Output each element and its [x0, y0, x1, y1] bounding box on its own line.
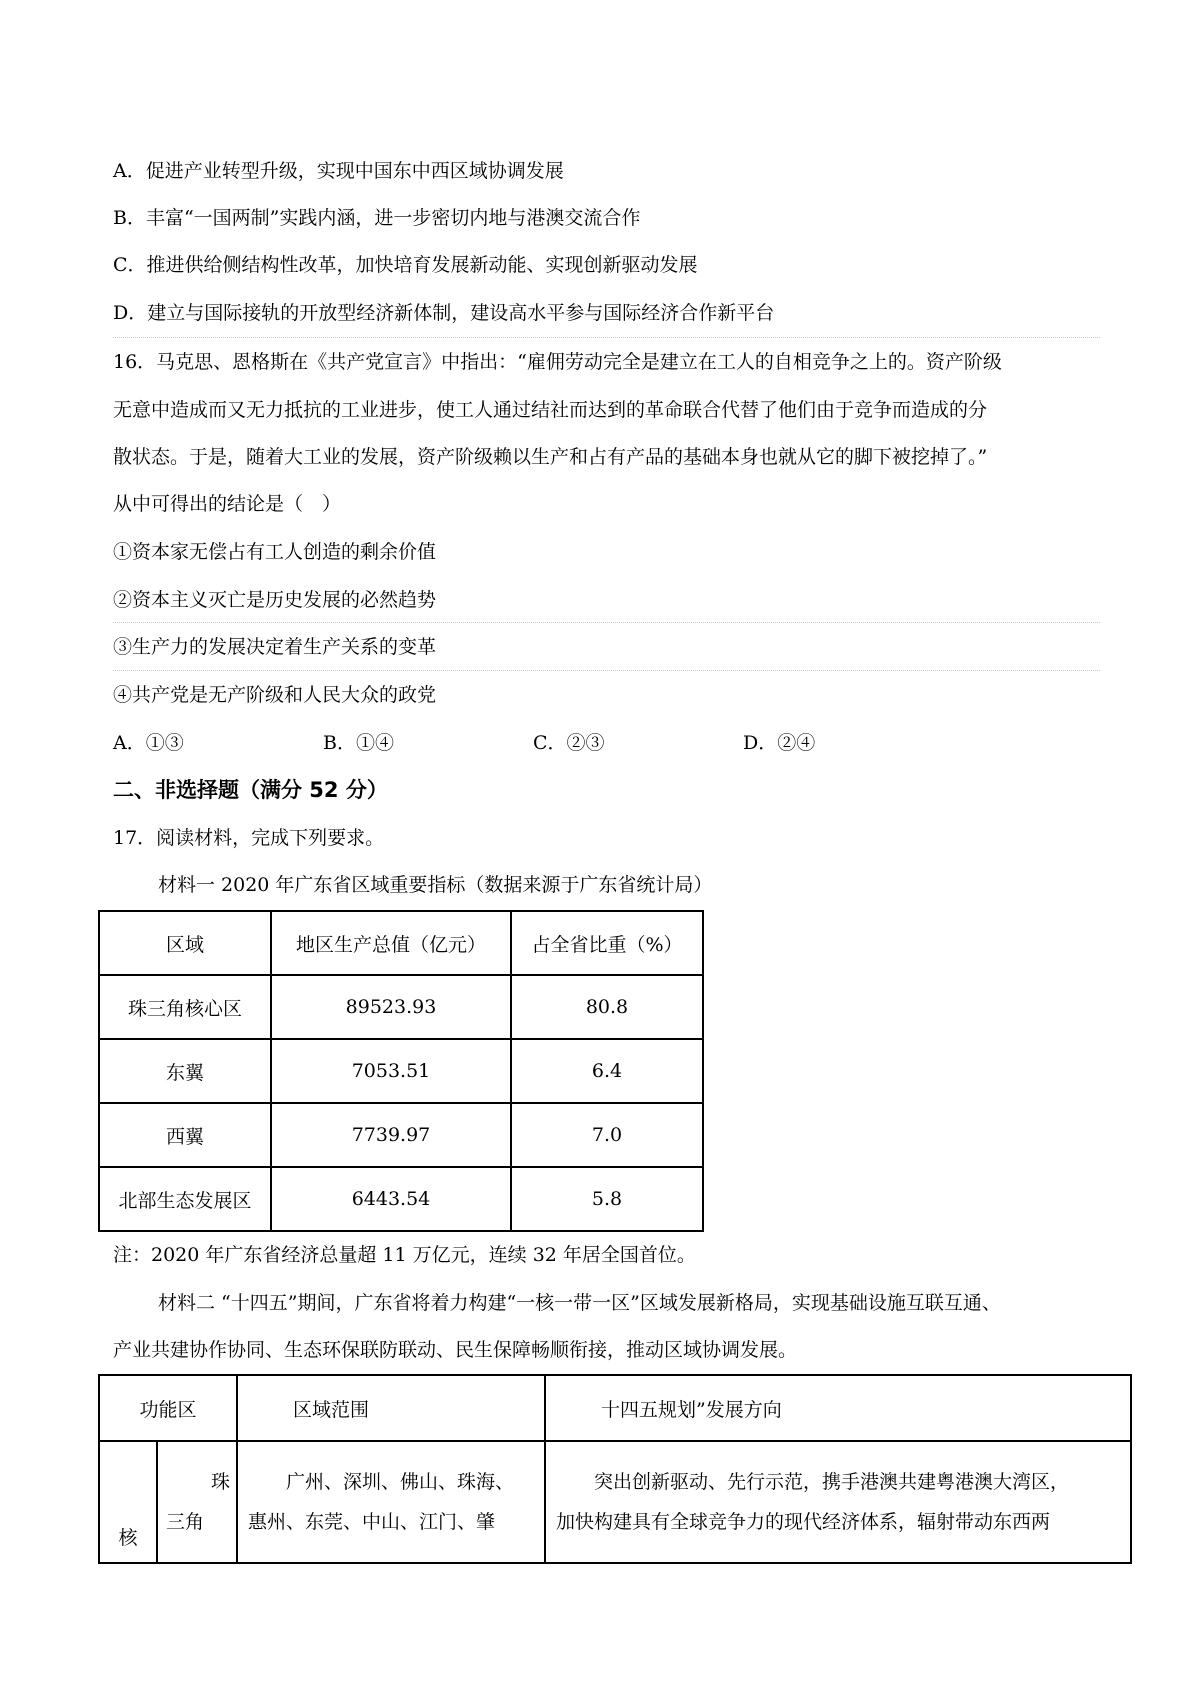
q16-statement-1: ①资本家无偿占有工人创造的剩余价值	[113, 541, 437, 563]
q16-stem-line-1: 16．马克思、恩格斯在《共产党宣言》中指出：“雇佣劳动完全是建立在工人的自相竞争之上的。资产阶级	[113, 351, 1002, 373]
table-cell: 东翼	[99, 1039, 271, 1103]
q16-choice-a: A．①③	[113, 732, 184, 754]
table-cell: 5.8	[511, 1167, 703, 1231]
table-cell	[237, 1441, 545, 1563]
direction-line-1: 突出创新驱动、先行示范，携手港澳共建粤港澳大湾区，	[594, 1471, 1070, 1493]
material2-line-1: 材料二 “十四五”期间，广东省将着力构建“一核一带一区”区域发展新格局，实现基础设施互联互通、	[158, 1292, 1001, 1314]
section-title: 二、非选择题（满分 52 分）	[113, 778, 388, 802]
table-header: 占全省比重（%）	[511, 911, 703, 975]
table-cell: 西翼	[99, 1103, 271, 1167]
table-cell: 80.8	[511, 975, 703, 1039]
q16-stem-line-4: 从中可得出的结论是（ ）	[113, 493, 342, 515]
table-header-row	[99, 911, 703, 975]
range-line-2: 惠州、东莞、中山、江门、肇	[248, 1511, 496, 1533]
table-row	[99, 1103, 703, 1167]
option-c: C．推进供给侧结构性改革，加快培育发展新动能、实现创新驱动发展	[113, 254, 698, 276]
q16-choice-c: C．②③	[533, 732, 605, 754]
option-b: B．丰富“一国两制”实践内涵，进一步密切内地与港澳交流合作	[113, 207, 641, 229]
table-row	[99, 1167, 703, 1231]
q16-statement-4: ④共产党是无产阶级和人民大众的政党	[113, 684, 437, 706]
table-cell	[157, 1441, 237, 1563]
table-cell: 北部生态发展区	[99, 1167, 271, 1231]
table-row	[99, 1039, 703, 1103]
table-cell: 7739.97	[271, 1103, 511, 1167]
table-cell	[545, 1441, 1131, 1563]
table-cell: 6.4	[511, 1039, 703, 1103]
planning-table	[98, 1374, 1132, 1564]
table-header: 区域	[99, 911, 271, 975]
region-label-line-1: 珠	[210, 1471, 230, 1493]
q17-stem: 17．阅读材料，完成下列要求。	[113, 827, 385, 849]
divider	[113, 670, 1100, 671]
table-cell: 6443.54	[271, 1167, 511, 1231]
table-note: 注：2020 年广东省经济总量超 11 万亿元，连续 32 年居全国首位。	[113, 1244, 696, 1266]
q16-statement-3: ③生产力的发展决定着生产关系的变革	[113, 636, 437, 658]
table-cell: 7053.51	[271, 1039, 511, 1103]
q16-statement-2: ②资本主义灭亡是历史发展的必然趋势	[113, 589, 437, 611]
option-a: A．促进产业转型升级，实现中国东中西区域协调发展	[113, 160, 564, 182]
q16-stem-line-2: 无意中造成而又无力抵抗的工业进步，使工人通过结社而达到的革命联合代替了他们由于竞争而造成的分	[113, 399, 988, 421]
table-cell: 7.0	[511, 1103, 703, 1167]
table-cell: 珠三角核心区	[99, 975, 271, 1039]
table-row	[99, 975, 703, 1039]
table-cell	[99, 1441, 157, 1563]
divider	[113, 622, 1100, 623]
option-d: D．建立与国际接轨的开放型经济新体制，建设高水平参与国际经济合作新平台	[113, 302, 775, 324]
material2-line-2: 产业共建协作协同、生态环保联防联动、民生保障畅顺衔接，推动区域协调发展。	[113, 1339, 798, 1361]
core-label: 核	[118, 1527, 138, 1549]
table-header: 十四五规划”发展方向	[545, 1375, 1131, 1441]
q16-choice-b: B．①④	[323, 732, 394, 754]
q16-choice-d: D．②④	[743, 732, 816, 754]
q16-stem-line-3: 散状态。于是，随着大工业的发展，资产阶级赖以生产和占有产品的基础本身也就从它的脚下被挖掉了。”	[113, 446, 988, 468]
table-header: 地区生产总值（亿元）	[271, 911, 511, 975]
table-header: 功能区	[99, 1375, 237, 1441]
table-cell: 89523.93	[271, 975, 511, 1039]
divider	[113, 337, 1100, 338]
direction-line-2: 加快构建具有全球竞争力的现代经济体系，辐射带动东西两	[556, 1511, 1051, 1533]
material1-title: 材料一 2020 年广东省区域重要指标（数据来源于广东省统计局）	[158, 874, 713, 896]
table-row	[99, 1441, 1131, 1563]
table-header: 区域范围	[237, 1375, 545, 1441]
indicator-table	[98, 910, 704, 1232]
region-label-line-2: 三角	[166, 1511, 205, 1533]
table-header-row	[99, 1375, 1131, 1441]
range-line-1: 广州、深圳、佛山、珠海、	[286, 1471, 515, 1493]
